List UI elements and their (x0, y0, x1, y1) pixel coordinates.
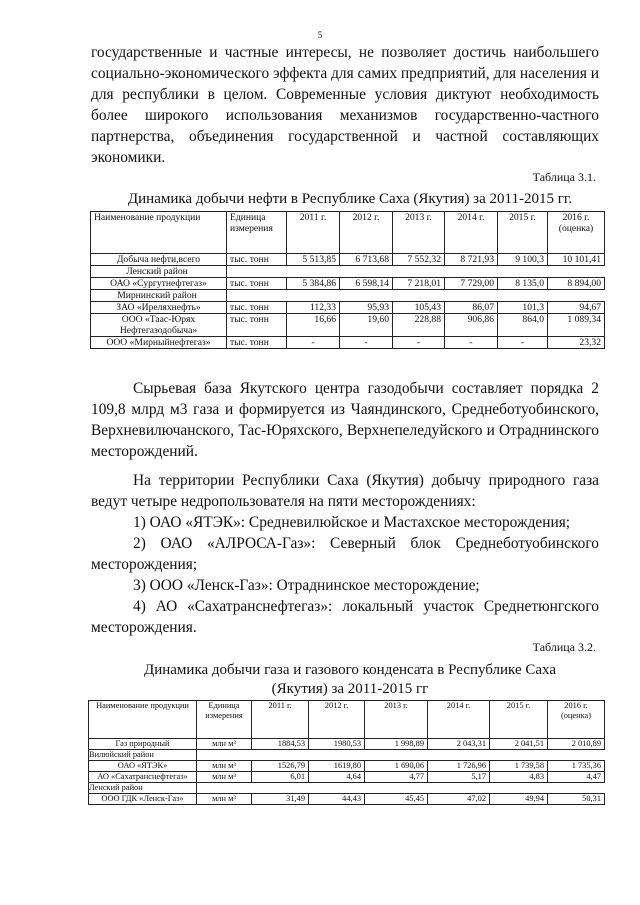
column-header: Единица измерения (197, 701, 252, 739)
value-cell: 7 218,01 (393, 278, 445, 290)
empty-cell (498, 290, 548, 302)
value-cell: 1 690,06 (365, 761, 428, 772)
value-cell: 4,83 (490, 772, 548, 783)
column-header: 2016 г. (оценка) (548, 212, 605, 254)
empty-cell (428, 750, 490, 761)
region-label: Мирнинский район (91, 290, 227, 302)
unit-cell: млн м³ (197, 794, 252, 805)
table2-label: Таблица 3.2. (532, 640, 596, 654)
unit-cell: тыс. тонн (227, 314, 287, 337)
product-name: Добыча нефти,всего (91, 254, 227, 266)
empty-cell (252, 750, 309, 761)
unit-cell: млн м³ (197, 739, 252, 750)
value-cell: 94,67 (548, 302, 605, 314)
empty-cell (340, 266, 393, 278)
gas-item-2: 2) ОАО «АЛРОСА-Газ»: Северный блок Среднеботуобинского месторождения; (91, 535, 599, 573)
product-name: Газ природный (89, 739, 197, 750)
value-cell: 105,43 (393, 302, 445, 314)
column-header: 2011 г. (287, 212, 340, 254)
value-cell: 2 043,31 (428, 739, 490, 750)
value-cell: 4,47 (548, 772, 605, 783)
value-cell: 7 729,00 (445, 278, 498, 290)
page-number: 5 (317, 30, 323, 40)
region-row (89, 783, 605, 794)
empty-cell (365, 750, 428, 761)
column-header: 2013 г. (393, 212, 445, 254)
value-cell: 1619,80 (309, 761, 365, 772)
value-cell: 1980,53 (309, 739, 365, 750)
column-header: Наименование продукции (91, 212, 227, 254)
empty-cell (498, 266, 548, 278)
column-header: Наименование продукции (89, 701, 197, 739)
value-cell: 1 998,89 (365, 739, 428, 750)
table-row (91, 254, 605, 266)
table1-title: Динамика добычи нефти в Республике Саха (Якутия) за 2011-2015 гг. (127, 191, 573, 207)
table-row (91, 278, 605, 290)
value-cell: 31,49 (252, 794, 309, 805)
product-name: ОАО «Сургутнефтегаз» (91, 278, 227, 290)
unit-cell: тыс. тонн (227, 278, 287, 290)
product-name: ООО «Таас-Юрях Нефтегазодобыча» (91, 314, 227, 337)
value-cell: 5 384,86 (287, 278, 340, 290)
table-row (91, 302, 605, 314)
product-name: ООО «Мирныйнефтегаз» (91, 337, 227, 349)
value-cell: 1 735,36 (548, 761, 605, 772)
value-cell: 7 552,32 (393, 254, 445, 266)
table-row (89, 794, 605, 805)
table-row (89, 761, 605, 772)
value-cell: 50,31 (548, 794, 605, 805)
empty-cell (340, 290, 393, 302)
value-cell: 864,0 (498, 314, 548, 337)
value-cell: 8 721,93 (445, 254, 498, 266)
empty-cell (548, 266, 605, 278)
column-header: 2016 г. (оценка) (548, 701, 605, 739)
column-header: 2012 г. (309, 701, 365, 739)
value-cell: 6 713,68 (340, 254, 393, 266)
value-cell: 95,93 (340, 302, 393, 314)
column-header: 2014 г. (428, 701, 490, 739)
value-cell: - (498, 337, 548, 349)
gas-item-1: 1) ОАО «ЯТЭК»: Средневилюйское и Мастахское месторождения; (133, 514, 571, 531)
region-label: Вилюйский район (89, 750, 197, 761)
value-cell: 6,01 (252, 772, 309, 783)
product-name: ОАО «ЯТЭК» (89, 761, 197, 772)
column-header: 2013 г. (365, 701, 428, 739)
value-cell: 112,33 (287, 302, 340, 314)
intro-paragraph: государственные и частные интересы, не позволяет достичь наибольшего социально-экономического эффекта для самих предприятий, для населения и для республики в целом. Современные условия диктуют необходимость более широкого использования механизмов государственно-частного партнерства, объединения государственной и частной составляющих экономики. (91, 44, 599, 166)
value-cell: 86,07 (445, 302, 498, 314)
column-header: 2015 г. (498, 212, 548, 254)
table-row (89, 772, 605, 783)
region-row (91, 266, 605, 278)
value-cell: 8 894,00 (548, 278, 605, 290)
value-cell: 45,45 (365, 794, 428, 805)
empty-cell (393, 266, 445, 278)
empty-cell (548, 750, 605, 761)
empty-cell (197, 750, 252, 761)
column-header: 2014 г. (445, 212, 498, 254)
empty-cell (445, 290, 498, 302)
value-cell: - (340, 337, 393, 349)
value-cell: 228,88 (393, 314, 445, 337)
product-name: ООО ГДК «Ленск-Газ» (89, 794, 197, 805)
value-cell: 23,32 (548, 337, 605, 349)
column-header: 2012 г. (340, 212, 393, 254)
gas-paragraph-2: На территории Республики Саха (Якутия) добычу природного газа ведут четыре недропользователя на пяти месторождениях: (91, 472, 599, 510)
value-cell: 49,94 (490, 794, 548, 805)
empty-cell (197, 783, 252, 794)
table-row (89, 739, 605, 750)
unit-cell: тыс. тонн (227, 337, 287, 349)
value-cell: 1884,53 (252, 739, 309, 750)
gas-production-table (88, 700, 605, 805)
value-cell: - (287, 337, 340, 349)
empty-cell (227, 266, 287, 278)
value-cell: 5,17 (428, 772, 490, 783)
product-name: ЗАО «Иреляхнефть» (91, 302, 227, 314)
empty-cell (490, 750, 548, 761)
gas-paragraph-1: Сырьевая база Якутского центра газодобычи составляет порядка 2 109,8 млрд м3 газа и формируется из Чаяндинского, Среднеботуобинского, Верхневилючанского, Тас-Юряхского, Верхнепеледуйского и Отраднинского месторождений. (91, 380, 599, 460)
empty-cell (490, 783, 548, 794)
table-header-row (91, 212, 605, 254)
value-cell: 1 089,34 (548, 314, 605, 337)
product-name: АО «Сахатранснефтегаз» (89, 772, 197, 783)
value-cell: 1 726,96 (428, 761, 490, 772)
column-header: Единица измерения (227, 212, 287, 254)
table-row (91, 314, 605, 337)
value-cell: 4,77 (365, 772, 428, 783)
value-cell: 5 513,85 (287, 254, 340, 266)
empty-cell (365, 783, 428, 794)
column-header: 2011 г. (252, 701, 309, 739)
value-cell: 906,86 (445, 314, 498, 337)
empty-cell (309, 783, 365, 794)
empty-cell (287, 266, 340, 278)
unit-cell: млн м³ (197, 761, 252, 772)
table2-title-line2: (Якутия) за 2011-2015 гг (271, 681, 429, 697)
value-cell: - (445, 337, 498, 349)
value-cell: 101,3 (498, 302, 548, 314)
oil-production-table (90, 211, 605, 349)
empty-cell (393, 290, 445, 302)
region-row (89, 750, 605, 761)
value-cell: 9 100,3 (498, 254, 548, 266)
value-cell: 1526,79 (252, 761, 309, 772)
value-cell: 2 041,51 (490, 739, 548, 750)
empty-cell (548, 783, 605, 794)
table-header-row (89, 701, 605, 739)
value-cell: 47,02 (428, 794, 490, 805)
table-row (91, 337, 605, 349)
empty-cell (548, 290, 605, 302)
empty-cell (252, 783, 309, 794)
empty-cell (227, 290, 287, 302)
region-row (91, 290, 605, 302)
gas-item-4: 4) АО «Сахатранснефтегаз»: локальный участок Среднетюнгского месторождения. (91, 598, 599, 636)
unit-cell: тыс. тонн (227, 302, 287, 314)
empty-cell (428, 783, 490, 794)
region-label: Ленский район (91, 266, 227, 278)
region-label: Ленский район (89, 783, 197, 794)
value-cell: 10 101,41 (548, 254, 605, 266)
value-cell: 19,60 (340, 314, 393, 337)
value-cell: 8 135,0 (498, 278, 548, 290)
unit-cell: тыс. тонн (227, 254, 287, 266)
value-cell: 2 010,89 (548, 739, 605, 750)
table1-label: Таблица 3.1. (532, 170, 596, 184)
value-cell: - (393, 337, 445, 349)
value-cell: 44,43 (309, 794, 365, 805)
value-cell: 4,64 (309, 772, 365, 783)
empty-cell (445, 266, 498, 278)
empty-cell (287, 290, 340, 302)
value-cell: 1 739,58 (490, 761, 548, 772)
table2-title-line1: Динамика добычи газа и газового конденсата в Республике Саха (143, 662, 556, 678)
value-cell: 16,66 (287, 314, 340, 337)
column-header: 2015 г. (490, 701, 548, 739)
gas-item-3: 3) ООО «Ленск-Газ»: Отраднинское месторождение; (133, 577, 480, 594)
value-cell: 6 598,14 (340, 278, 393, 290)
unit-cell: млн м³ (197, 772, 252, 783)
empty-cell (309, 750, 365, 761)
